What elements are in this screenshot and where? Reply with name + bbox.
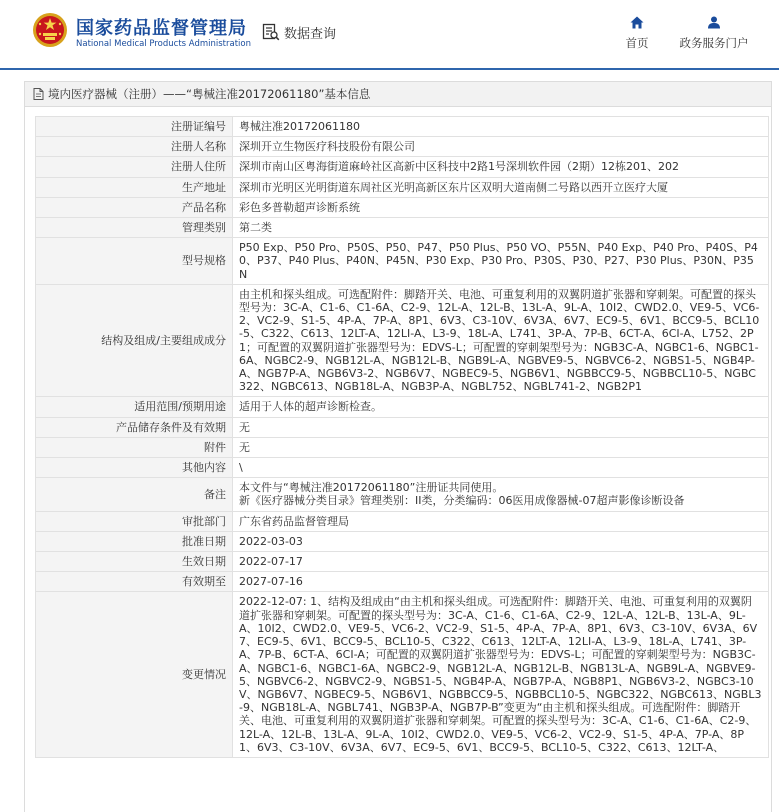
detail-table (35, 116, 769, 758)
national-emblem-icon (32, 12, 68, 48)
site-title[interactable]: 国家药品监督管理局 (76, 18, 247, 39)
table-row (36, 197, 769, 217)
nav-service-portal[interactable] (674, 16, 754, 51)
table-row (36, 238, 769, 285)
row-label: 变更情况 (36, 592, 233, 757)
row-value: 2027-07-16 (233, 572, 769, 592)
row-label: 管理类别 (36, 218, 233, 238)
row-value: 无 (233, 417, 769, 437)
row-label: 型号规格 (36, 238, 233, 285)
row-label: 备注 (36, 478, 233, 511)
user-icon (707, 16, 721, 29)
panel-title: 境内医疗器械（注册）——“粤械注准20172061180”基本信息 (48, 87, 371, 101)
row-label: 生产地址 (36, 177, 233, 197)
row-label: 注册人名称 (36, 137, 233, 157)
row-value: 彩色多普勒超声诊断系统 (233, 197, 769, 217)
detail-panel (24, 81, 772, 812)
row-label: 适用范围/预期用途 (36, 397, 233, 417)
table-row (36, 284, 769, 397)
table-row (36, 437, 769, 457)
row-label: 注册人住所 (36, 157, 233, 177)
table-row (36, 531, 769, 551)
row-value: 本文件与“粤械注准20172061180”注册证共同使用。 新《医疗器械分类目录》管理类别：II类，分类编码：06医用成像器械-07超声影像诊断设备 (233, 478, 769, 511)
row-label: 结构及组成/主要组成成分 (36, 284, 233, 397)
nav-home-label: 首页 (625, 36, 649, 50)
site-header (0, 0, 779, 68)
row-label: 审批部门 (36, 511, 233, 531)
row-label: 产品储存条件及有效期 (36, 417, 233, 437)
row-value: 2022-03-03 (233, 531, 769, 551)
table-row (36, 137, 769, 157)
row-value: 由主机和探头组成。可选配附件：脚踏开关、电池、可重复利用的双翼阴道扩张器和穿刺架。可配置的探头型号为：3C-A、C1-6、C1-6A、C2-9、12L-A、12L-B、13L-A、9L-A、10I2、CWD2.0、VE9-5、VC6-2、VC2-9、S1-5、4P-A、7P-A、8P1、6V3、C3-10V、6V3A、6V7、EC9-5、6V1、BCC9-5、BCL10-5、C322、C613、12LT-A、12LI-A、L3-9、18L-A、L741、3P-A、7P-B、6CT-A、6CI-A、L752、2P1；可配置的双翼阴道扩张器型号为：EDVS-L；可配置的穿刺架型号为：NGB3C-A、NGBC1-6、NGBC1-6A、NGBC2-9、NGB12L-A、NGB12L-B、NGB9L-A、NGBVE9-5、NGBVC6-2、NGBS1-5、NGB4P-A、NGB7P-A、NGB6V3-2、NGB6V7、NGBEC9-5、NGB6V1、NGBBCC9-5、NGBBCL10-5、NGBC322、NGBC613、NGB18L-A、NGB3P-A、NGBL752、NGBL741-2、NGB2P1 (233, 284, 769, 397)
table-row (36, 511, 769, 531)
panel-title-bar (25, 82, 771, 107)
table-row (36, 552, 769, 572)
header-divider (0, 68, 779, 70)
table-row (36, 177, 769, 197)
row-value: 深圳市光明区光明街道东周社区光明高新区东片区双明大道南侧二号路以西开立医疗大厦 (233, 177, 769, 197)
row-value: 适用于人体的超声诊断检查。 (233, 397, 769, 417)
row-value: 广东省药品监督管理局 (233, 511, 769, 531)
row-value: 2022-12-07: 1、结构及组成由“由主机和探头组成。可选配附件：脚踏开关、电池、可重复利用的双翼阴道扩张器和穿刺架。可配置的探头型号为：3C-A、C1-6、C1-6A、C2-9、12L-A、12L-B、13L-A、9L-A、10I2、CWD2.0、VE9-5、VC6-2、VC2-9、S1-5、4P-A、7P-A、8P1、6V3、C3-10V、6V3A、6V7、EC9-5、6V1、BCC9-5、BCL10-5、C322、C613、12LT-A、12LI-A、L3-9、18L-A、L741、3P-A、7P-B、6CT-A、6CI-A；可配置的双翼阴道扩张器型号为：EDVS-L；可配置的穿刺架型号为：NGB3C-A、NGBC1-6、NGBC1-6A、NGBC2-9、NGB12L-A、NGB12L-B、NGB13L-A、NGB9L-A、NGBVE9-5、NGBVC6-2、NGBVC2-9、NGBS1-5、NGB4P-A、NGB7P-A、NGB8P1、NGB6V3-2、NGBC3-10V、NGB6V7、NGBEC9-5、NGB6V1、NGBBCC9-5、NGBBCL10-5、NGBC322、NGBC613、NGBL3-9、NGB18L-A、NGBL741、NGB3P-A、NGB7P-B”变更为“由主机和探头组成。可选配附件：脚踏开关、电池、可重复利用的双翼阴道扩张器和穿刺架。可配置的探头型号为：3C-A、C1-6、C1-6A、C2-9、12L-A、12L-B、13L-A、9L-A、10I2、CWD2.0、VE9-5、VC6-2、VC2-9、S1-5、4P-A、7P-A、8P1、6V3、C3-10V、6V3A、6V7、EC9-5、6V1、BCC9-5、BCL10-5、C322、C613、12LT-A、 (233, 592, 769, 757)
data-query-label: 数据查询 (284, 26, 337, 42)
home-icon (630, 16, 644, 29)
row-label: 附件 (36, 437, 233, 457)
row-value: P50 Exp、P50 Pro、P50S、P50、P47、P50 Plus、P50 VO、P55N、P40 Exp、P40 Pro、P40S、P40、P37、P40 Plus、P40N、P45N、P30 Exp、P30 Pro、P30S、P30、P27、P30 Plus、P30N、P35N (233, 238, 769, 285)
row-value: 深圳市南山区粤海街道麻岭社区高新中区科技中2路1号深圳软件园（2期）12栋201、202 (233, 157, 769, 177)
table-row (36, 478, 769, 511)
table-row (36, 218, 769, 238)
site-subtitle: National Medical Products Administration (76, 39, 251, 49)
row-label: 注册证编号 (36, 117, 233, 137)
data-query-icon (262, 23, 280, 41)
row-value: 第二类 (233, 218, 769, 238)
table-row (36, 572, 769, 592)
document-icon (33, 88, 44, 100)
table-row (36, 397, 769, 417)
nav-home[interactable] (622, 16, 652, 51)
row-value: \ (233, 458, 769, 478)
row-label: 产品名称 (36, 197, 233, 217)
row-value: 2022-07-17 (233, 552, 769, 572)
data-query-link[interactable] (262, 22, 336, 42)
row-label: 批准日期 (36, 531, 233, 551)
row-label: 生效日期 (36, 552, 233, 572)
nav-service-portal-label: 政务服务门户 (679, 36, 749, 50)
row-value: 无 (233, 437, 769, 457)
row-value: 粤械注准20172061180 (233, 117, 769, 137)
table-row (36, 417, 769, 437)
detail-table-wrap (35, 116, 769, 758)
table-row (36, 117, 769, 137)
row-label: 其他内容 (36, 458, 233, 478)
table-row (36, 157, 769, 177)
row-label: 有效期至 (36, 572, 233, 592)
table-row (36, 458, 769, 478)
table-row (36, 592, 769, 757)
row-value: 深圳开立生物医疗科技股份有限公司 (233, 137, 769, 157)
